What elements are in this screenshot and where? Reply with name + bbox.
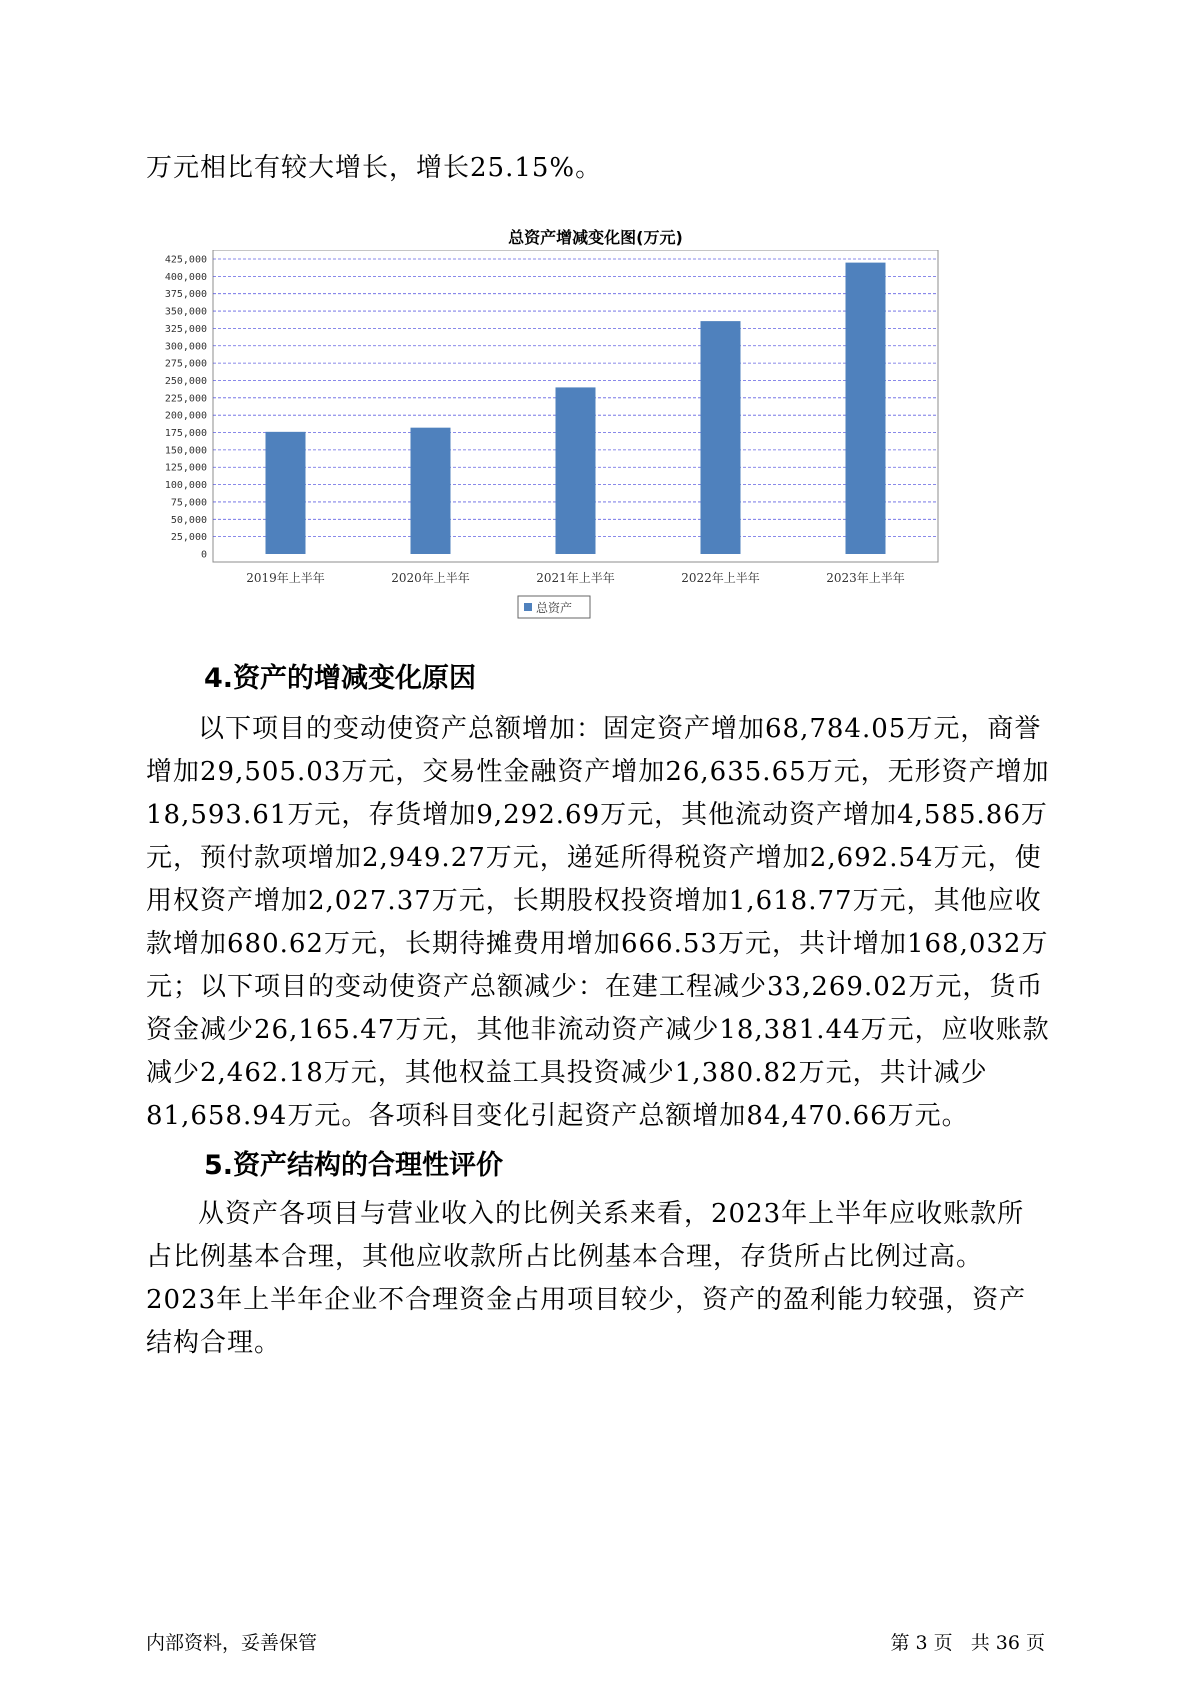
chart-title: 总资产增减变化图(万元): [508, 228, 683, 247]
y-tick-label: 50,000: [170, 514, 207, 526]
y-tick-label: 125,000: [164, 462, 207, 474]
y-tick-label: 150,000: [164, 445, 207, 457]
y-tick-label: 225,000: [164, 393, 207, 405]
legend-label: 总资产: [536, 601, 573, 615]
legend-swatch: [524, 603, 532, 611]
bar-2019年上半年: [266, 432, 306, 554]
x-tick-label: 2023年上半年: [826, 571, 905, 585]
bar-2021年上半年: [556, 387, 596, 554]
y-tick-label: 275,000: [164, 358, 207, 370]
section5-body: 从资产各项目与营业收入的比例关系来看，2023年上半年应收账款所占比例基本合理，其他应收款所占比例基本合理，存货所占比例过高。2023年上半年企业不合理资金占用项目较少，资产的盈利能力较强，资产结构合理。: [146, 1199, 1027, 1358]
bar-2023年上半年: [846, 263, 886, 554]
y-tick-label: 350,000: [164, 306, 207, 318]
y-tick-label: 100,000: [164, 480, 207, 492]
y-tick-label: 250,000: [164, 375, 207, 387]
y-tick-label: 425,000: [164, 254, 207, 266]
section4-body: 以下项目的变动使资产总额增加：固定资产增加68,784.05万元，商誉增加29,505.03万元，交易性金融资产增加26,635.65万元，无形资产增加18,593.61万元，存货增加9,292.69万元，其他流动资产增加4,585.86万元，预付款项增加2,949.27万元，递延所得税资产增加2,692.54万元，使用权资产增加2,027.37万元，长期股权投资增加1,618.77万元，其他应收款增加680.62万元，长期待摊费用增加666.53万元，共计增加168,032万元；以下项目的变动使资产总额减少：在建工程减少33,269.02万元，货币资金减少26,165.47万元，其他非流动资产减少18,381.44万元，应收账款减少2,462.18万元，其他权益工具投资减少1,380.82万元，共计减少81,658.94万元。各项科目变化引起资产总额增加84,470.66万元。: [146, 714, 1050, 1131]
bar-2020年上半年: [411, 428, 451, 554]
y-tick-label: 300,000: [164, 341, 207, 353]
total-assets-bar-chart: [150, 250, 950, 630]
section5-heading: 5.资产结构的合理性评价: [204, 1150, 504, 1181]
page-number: 第 3 页 共 36 页: [890, 1632, 1045, 1654]
y-tick-label: 375,000: [164, 289, 207, 301]
intro-line: 万元相比有较大增长，增长25.15%。: [146, 153, 603, 183]
y-tick-label: 0: [200, 549, 207, 561]
y-tick-label: 325,000: [164, 323, 207, 335]
y-tick-label: 175,000: [164, 428, 207, 440]
section4-heading: 4.资产的增减变化原因: [204, 663, 477, 694]
y-tick-label: 200,000: [164, 410, 207, 422]
footer-note: 内部资料，妥善保管: [146, 1632, 318, 1654]
bar-2022年上半年: [701, 321, 741, 554]
x-tick-label: 2020年上半年: [391, 571, 470, 585]
y-tick-label: 400,000: [164, 271, 207, 283]
x-tick-label: 2019年上半年: [246, 571, 325, 585]
x-tick-label: 2021年上半年: [536, 571, 615, 585]
x-tick-label: 2022年上半年: [681, 571, 760, 585]
y-tick-label: 75,000: [170, 497, 207, 509]
y-tick-label: 25,000: [170, 532, 207, 544]
